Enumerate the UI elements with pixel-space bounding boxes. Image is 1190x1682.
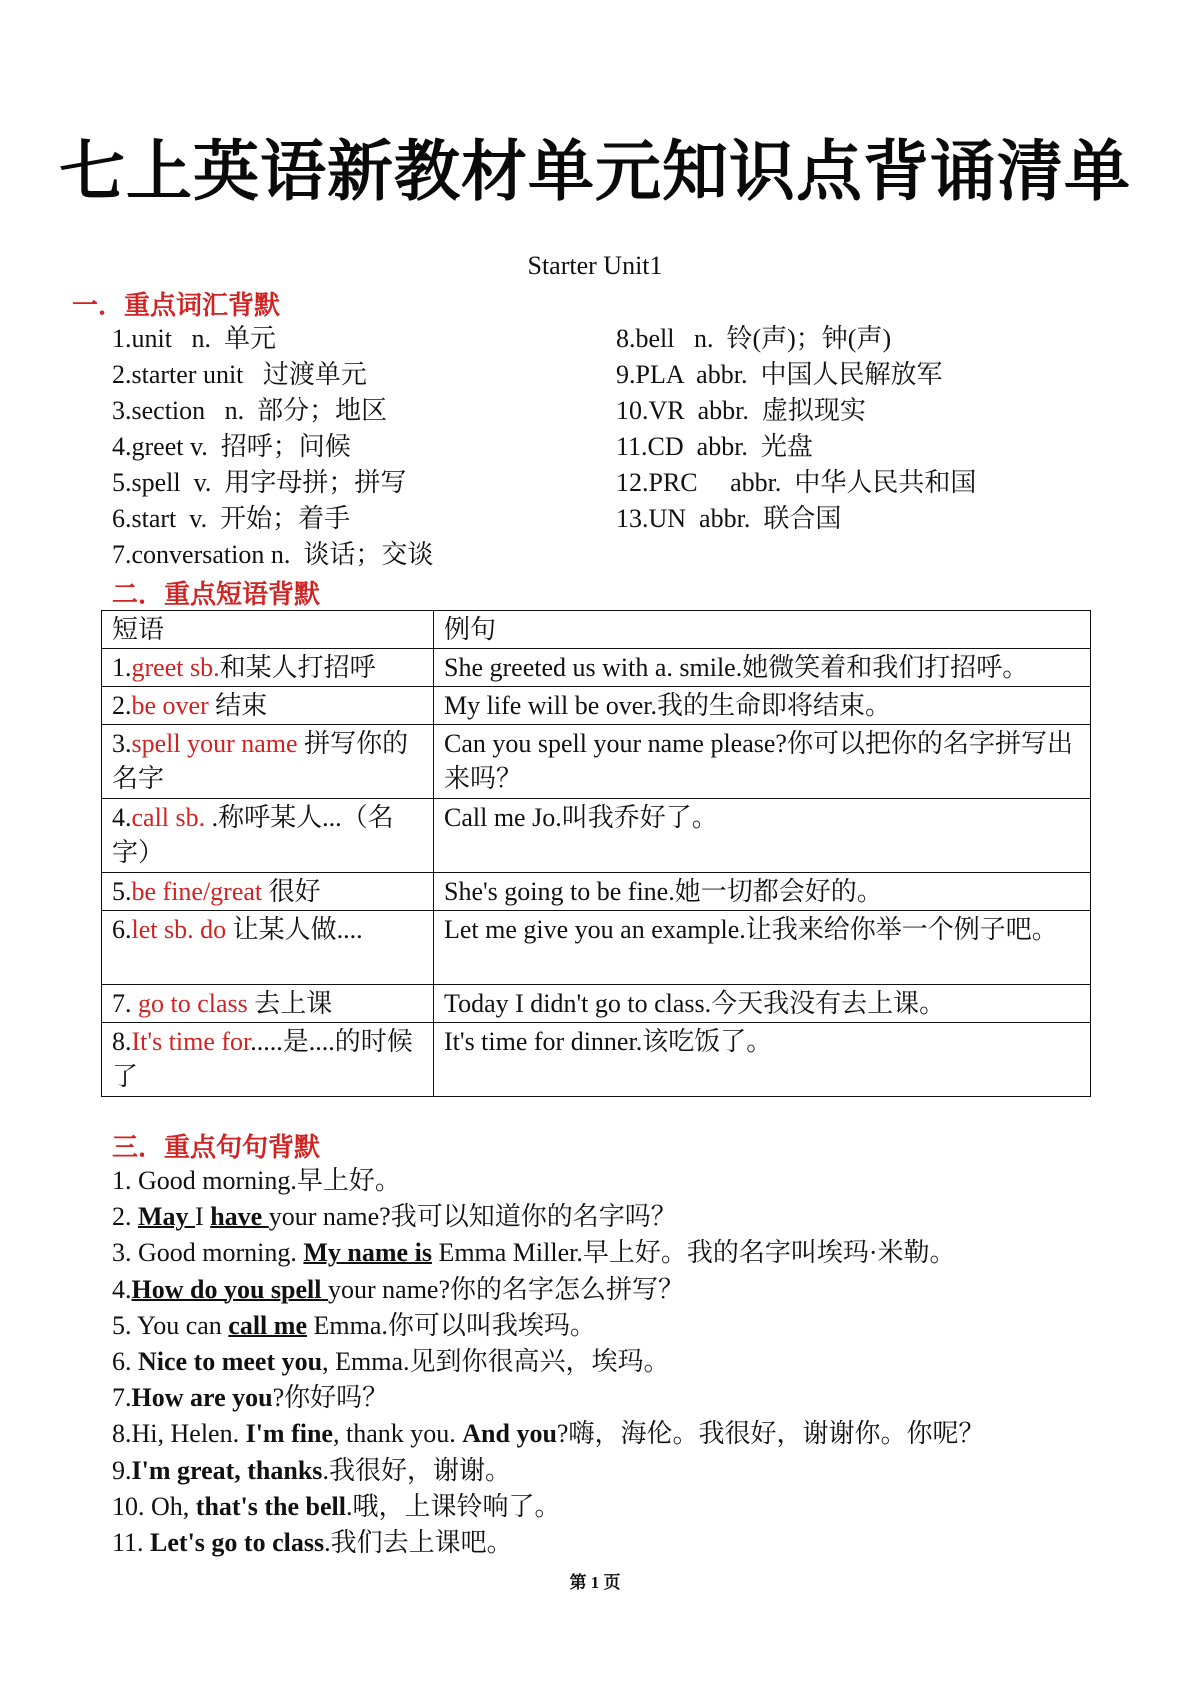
phrase-term: be over	[131, 691, 209, 720]
sentence-item	[112, 1525, 984, 1561]
sentence-item	[112, 1344, 984, 1380]
vocab-item: 1.unit n. 单元	[112, 324, 276, 353]
sentence-fragment: How do you spell	[131, 1274, 328, 1304]
sentence-fragment: I	[195, 1202, 211, 1232]
phrase-cell	[102, 687, 434, 725]
sentence-item	[112, 1453, 984, 1489]
sentence-item	[112, 1416, 984, 1452]
vocab-heading: 一．重点词汇背默	[72, 291, 281, 320]
page-title: 七上英语新教材单元知识点背诵清单	[59, 133, 1131, 210]
phrase-term: It's time for	[131, 1027, 251, 1056]
sentence-fragment: your name?你的名字怎么拼写？	[328, 1274, 685, 1304]
sentence-fragment: , Emma.见到你很高兴，埃玛。	[322, 1346, 670, 1376]
sentence-fragment: 10. Oh,	[112, 1491, 196, 1521]
phrase-number: 8.	[112, 1027, 132, 1056]
sentence-item	[112, 1308, 984, 1344]
phrase-meaning: .称呼某人...（名字）	[112, 803, 394, 867]
phrase-column-header: 短语	[102, 611, 434, 649]
sentence-fragment: have	[210, 1202, 269, 1232]
sentence-fragment: .我很好，谢谢。	[322, 1455, 511, 1485]
sentence-item	[112, 1380, 984, 1416]
phrase-term: let sb. do	[131, 915, 227, 944]
page-number: 第 1 页	[569, 1573, 621, 1592]
vocab-item: 12.PRC abbr. 中华人民共和国	[616, 468, 977, 497]
phrase-meaning: 结束	[208, 691, 268, 720]
sentence-fragment: Emma.你可以叫我埃玛。	[306, 1310, 596, 1340]
example-cell: My life will be over.我的生命即将结束。	[434, 687, 1091, 725]
vocab-item: 7.conversation n. 谈话；交谈	[112, 540, 434, 569]
phrase-term: be fine/great	[131, 877, 263, 906]
sentence-fragment: that's the bell	[195, 1491, 347, 1521]
example-cell: Can you spell your name please?你可以把你的名字拼写出来吗？	[434, 725, 1091, 799]
vocab-item: 5.spell v. 用字母拼；拼写	[112, 468, 407, 497]
sentence-fragment: ?嗨，海伦。我很好，谢谢你。你呢？	[556, 1419, 985, 1449]
phrase-cell	[102, 873, 434, 911]
vocab-item: 10.VR abbr. 虚拟现实	[616, 396, 866, 425]
sentence-fragment: Emma Miller.早上好。我的名字叫埃玛·米勒。	[431, 1238, 956, 1268]
sentence-fragment: .哦，上课铃响了。	[346, 1491, 561, 1521]
sentence-fragment: 1. Good morning.早上好。	[112, 1166, 401, 1195]
example-cell: Today I didn't go to class.今天我没有去上课。	[434, 985, 1091, 1023]
phrase-meaning: .....是....的时候了	[112, 1027, 413, 1091]
sentence-fragment: .我们去上课吧。	[324, 1527, 513, 1557]
phrase-number: 6.	[112, 915, 132, 944]
phrase-meaning: 让某人做....	[226, 915, 363, 944]
sentence-fragment: May	[138, 1202, 196, 1232]
phrase-meaning: 拼写你的名字	[112, 729, 409, 793]
example-cell: She greeted us with a. smile.她微笑着和我们打招呼。	[434, 649, 1091, 687]
sentence-fragment: And you	[462, 1419, 557, 1449]
phrase-row	[102, 649, 1091, 687]
sentence-fragment: call me	[228, 1310, 307, 1340]
vocab-item: 2.starter unit 过渡单元	[112, 360, 367, 389]
vocab-item: 6.start v. 开始；着手	[112, 504, 351, 533]
phrase-number: 1.	[112, 653, 132, 682]
phrase-term: greet sb.	[131, 653, 220, 682]
phrase-cell	[102, 985, 434, 1023]
example-cell: Let me give you an example.让我来给你举一个例子吧。	[434, 911, 1091, 985]
phrase-row	[102, 799, 1091, 873]
sentence-fragment: Let's go to class	[150, 1527, 325, 1557]
sentence-item	[112, 1272, 984, 1308]
phrase-cell	[102, 911, 434, 985]
sentence-fragment: 4.	[112, 1274, 132, 1304]
sentence-list	[112, 1163, 984, 1561]
phrase-number: 7.	[112, 989, 138, 1018]
sentence-item	[112, 1235, 984, 1271]
phrase-row	[102, 911, 1091, 985]
example-column-header: 例句	[434, 611, 1091, 649]
sentence-fragment: How are you	[131, 1383, 273, 1413]
sentence-fragment: 11.	[112, 1527, 151, 1557]
phrase-meaning: 去上课	[247, 989, 333, 1018]
sentence-fragment: My name is	[303, 1238, 432, 1268]
sentence-item	[112, 1199, 984, 1235]
phrase-number: 3.	[112, 729, 132, 758]
sentence-item	[112, 1489, 984, 1525]
vocab-list-right	[616, 321, 976, 537]
vocab-item: 13.UN abbr. 联合国	[616, 504, 842, 533]
phrase-cell	[102, 1023, 434, 1097]
phrase-term: go to class	[138, 989, 248, 1018]
phrase-row	[102, 873, 1091, 911]
sentence-fragment: 7.	[112, 1383, 132, 1413]
vocab-item: 11.CD abbr. 光盘	[616, 432, 813, 461]
sentence-fragment: , thank you.	[332, 1419, 463, 1449]
sentence-fragment: ?你好吗？	[272, 1383, 389, 1413]
sentence-fragment: 6.	[112, 1346, 138, 1376]
sentence-fragment: your name?我可以知道你的名字吗？	[268, 1202, 677, 1232]
sentence-fragment: Nice to meet you	[138, 1346, 323, 1376]
phrase-row	[102, 1023, 1091, 1097]
example-cell: It's time for dinner.该吃饭了。	[434, 1023, 1091, 1097]
phrase-cell	[102, 649, 434, 687]
sentence-fragment: 9.	[112, 1455, 132, 1485]
vocab-item: 9.PLA abbr. 中国人民解放军	[616, 360, 943, 389]
phrase-term: spell your name	[131, 729, 298, 758]
phrase-cell	[102, 725, 434, 799]
sentence-item	[112, 1163, 984, 1199]
vocab-list-left	[112, 321, 433, 573]
sentence-fragment: I'm fine	[245, 1419, 333, 1449]
sentence-fragment: 3. Good morning.	[112, 1238, 304, 1268]
sentence-fragment: 5. You can	[112, 1310, 229, 1340]
vocab-item: 4.greet v. 招呼；问候	[112, 432, 351, 461]
unit-subtitle: Starter Unit1	[527, 251, 663, 280]
example-cell: She's going to be fine.她一切都会好的。	[434, 873, 1091, 911]
phrase-meaning: 很好	[262, 877, 321, 906]
example-cell: Call me Jo.叫我乔好了。	[434, 799, 1091, 873]
vocab-item: 3.section n. 部分；地区	[112, 396, 388, 425]
phrase-term: call sb.	[131, 803, 206, 832]
sentences-heading: 三．重点句句背默	[112, 1133, 321, 1162]
phrase-number: 4.	[112, 803, 132, 832]
vocab-item: 8.bell n. 铃(声)；钟(声)	[616, 324, 892, 353]
sentence-fragment: I'm great, thanks	[131, 1455, 323, 1485]
phrase-table	[101, 610, 1091, 1097]
sentence-fragment: 8.Hi, Helen.	[112, 1419, 246, 1449]
phrase-number: 5.	[112, 877, 132, 906]
phrase-number: 2.	[112, 691, 132, 720]
sentence-fragment: 2.	[112, 1202, 138, 1232]
phrase-row	[102, 725, 1091, 799]
phrase-row	[102, 985, 1091, 1023]
phrase-meaning: 和某人打招呼	[219, 653, 376, 682]
phrase-row	[102, 687, 1091, 725]
phrases-heading: 二．重点短语背默	[112, 580, 321, 609]
phrase-cell	[102, 799, 434, 873]
